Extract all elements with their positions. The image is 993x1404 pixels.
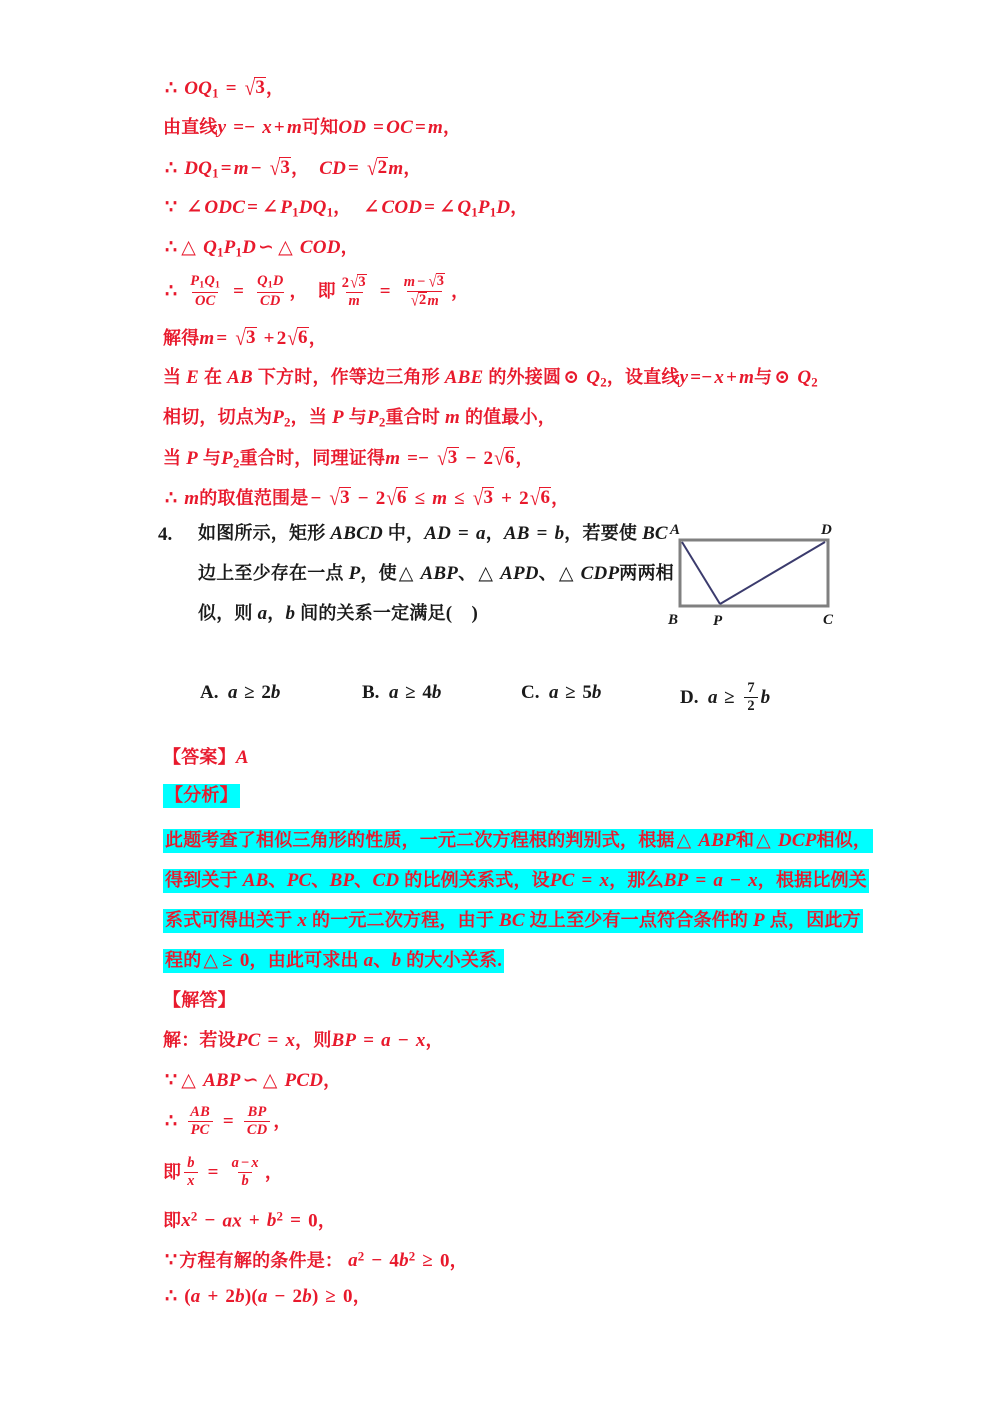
solution-label-row (163, 991, 236, 1011)
solution-label: 【解答】 (163, 990, 236, 1011)
solution-line-8: 当 E 在 AB 下方时，作等边三角形 ABE 的外接圆 ⊙ $Q_2$，设直线y =− x + m与 ⊙ $Q_2$ (163, 367, 818, 390)
answer-row (163, 748, 249, 768)
answer-value: A (235, 747, 249, 768)
solution-step-3: ∴ $\frac{AB}{PC}$ = $\frac{BP}{CD}$ ， (165, 1104, 292, 1139)
solution-line-1: ∴ $OQ_1 = √3$， (165, 76, 285, 101)
figure-label-c: C (823, 612, 834, 627)
solution-step-6: ∵ 方程有解的条件是： $a^2 - 4b^2 \ge 0$， (165, 1249, 468, 1272)
question-line-1: 如图所示，矩形 ABCD 中，AD = a，AB = b，若要使 BC (198, 523, 668, 544)
solution-line-5: ∴ △ $Q_1P_1D$ ∽ △ COD， (165, 237, 359, 260)
solution-line-3: ∴ $DQ_1 = m - √3$， CD = √2m， (165, 156, 422, 181)
solution-step-5: 即$x^2$ − ax + $b^2 = 0$， (163, 1209, 337, 1232)
solution-line-6: ∴ $\frac{P_1Q_1}{OC}$ = $\frac{Q_1D}{CD}$ ， 即 $\frac{2√3}{m}$ = $\frac{m - √3}{√2m}$ ， (165, 272, 470, 311)
figure-label-a: A (670, 522, 681, 538)
solution-line-11: ∴ m的取值范围是 − √3 − 2√6 ≤ m ≤ √3 + 2√6， (165, 486, 570, 511)
option-d[interactable]: D. a ≥ $\frac{7}{2}$ b (680, 680, 771, 715)
solution-line-2: 由直线y =− x + m可知OD = OC = m， (163, 117, 462, 138)
answer-label: 【答案】 (163, 747, 236, 768)
analysis-label-row (163, 786, 240, 806)
question-line-2: 边上至少存在一点 P，使 △ ABP、 △ APD、 △ CDP两两相 (198, 563, 674, 584)
figure-label-d: D (821, 522, 832, 538)
question-number: 4. (158, 524, 173, 545)
solution-step-7: ∴ (a + 2b)(a − 2b) ≥ 0， (165, 1286, 371, 1307)
analysis-label: 【分析】 (165, 785, 238, 806)
analysis-line-2: 得到关于 AB、PC、BP、CD 的比例关系式，设PC = x，那么BP = a − x，根据比例关 (165, 870, 867, 891)
option-c[interactable]: C. a ≥ 5b (521, 682, 602, 703)
option-a[interactable]: A. a ≥ 2b (200, 682, 281, 703)
question-line-3: 似，则 a，b 间的关系一定满足( ) (198, 603, 478, 624)
solution-line-9: 相切，切点为$P_2$，当 P 与$P_2$重合时 m 的值最小， (163, 407, 556, 430)
solution-step-1: 解：若设PC = x，则BP = a − x， (163, 1030, 444, 1051)
solution-step-4: 即 $\frac{b}{x}$ = $\frac{a - x}{b}$ ， (163, 1155, 284, 1190)
figure-label-b: B (668, 612, 679, 627)
analysis-line-1: 此题考查了相似三角形的性质，一元二次方程根的判别式，根据 △ ABP和 △ DCP相似， (165, 830, 872, 851)
option-b[interactable]: B. a ≥ 4b (362, 682, 442, 703)
analysis-line-3: 系式可得出关于 x 的一元二次方程，由于 BC 边上至少有一点符合条件的 P 点，因此方 (165, 910, 861, 931)
solution-line-10: 当 P 与$P_2$重合时，同理证得m =− √3 − 2√6， (163, 446, 534, 471)
solution-line-4: ∵ ∠ ODC = ∠ $P_1DQ_1$， ∠ COD = ∠ $Q_1P_1D$， (165, 197, 529, 220)
analysis-line-4: 程的 △ ≥ 0，由此可求出 a、b 的大小关系. (165, 950, 503, 971)
solution-step-2: ∵ △ ABP ∽ △ PCD， (165, 1070, 342, 1091)
solution-line-7: 解得m = √3 + 2√6， (163, 326, 327, 351)
rectangle-abcd-figure (658, 512, 848, 632)
figure-label-p: P (713, 613, 723, 627)
